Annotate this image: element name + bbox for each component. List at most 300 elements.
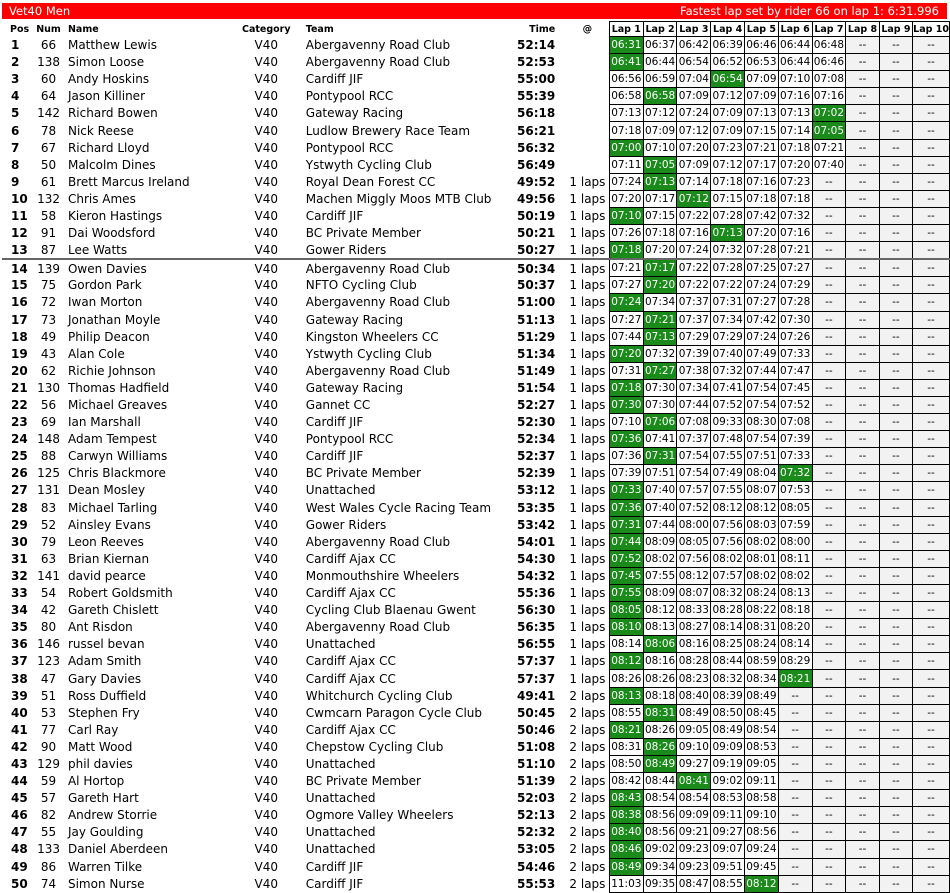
lap-3-time: 07:22	[677, 207, 711, 224]
lap-6-time: --	[778, 824, 812, 841]
lap-2-time: 08:54	[643, 790, 677, 807]
lap-6-time: 07:16	[778, 225, 812, 242]
rider-time: 51:08	[517, 739, 556, 754]
lap-5-time: 07:21	[745, 139, 779, 156]
lap-1-time: 07:24	[609, 294, 643, 311]
rider-position: 12	[11, 226, 28, 241]
rider-position: 48	[11, 842, 28, 857]
result-row	[2, 207, 950, 224]
lap-10-time: --	[913, 482, 950, 499]
lap-2-time: 08:16	[643, 653, 677, 670]
lap-7-time: --	[812, 516, 846, 533]
spacer	[559, 362, 566, 379]
rider-position: 29	[11, 517, 28, 532]
lap-2-time: 08:26	[643, 721, 677, 738]
spacer	[559, 721, 566, 738]
rider-time: 53:35	[517, 500, 556, 515]
lap-2-time: 08:18	[643, 687, 677, 704]
lap-3-time: 09:23	[677, 858, 711, 875]
lap-7-time: 06:48	[812, 37, 846, 54]
rider-team: Abergavenny Road Club	[305, 38, 451, 53]
lap-9-time: --	[879, 396, 912, 413]
spacer	[559, 875, 566, 892]
lap-8-time: --	[846, 448, 879, 465]
result-row	[2, 790, 950, 807]
lap-5-time: 09:11	[745, 773, 779, 790]
lap-2-time: 09:34	[643, 858, 677, 875]
spacer	[559, 414, 566, 431]
lap-8-time: --	[846, 550, 879, 567]
rider-position: 44	[11, 774, 28, 789]
laps-behind: 2 laps	[569, 791, 606, 806]
lap-5-time: 07:09	[745, 88, 779, 105]
lap-4-time: 07:32	[711, 362, 745, 379]
rider-position: 30	[11, 534, 28, 549]
rider-category: V40	[254, 432, 278, 447]
spacer	[559, 858, 566, 875]
lap-1-time: 08:05	[609, 602, 643, 619]
rider-position: 27	[11, 483, 28, 498]
spacer	[559, 294, 566, 311]
lap-7-time: --	[812, 687, 846, 704]
rider-position: 38	[11, 671, 28, 686]
rider-position: 24	[11, 432, 28, 447]
rider-name: phil davies	[67, 756, 133, 771]
rider-position: 40	[11, 705, 28, 720]
rider-category: V40	[254, 174, 278, 189]
rider-number: 47	[40, 671, 57, 686]
lap-1-time: 07:00	[609, 139, 643, 156]
lap-4-time: 07:15	[711, 190, 745, 207]
lap-4-time: 09:19	[711, 755, 745, 772]
rider-position: 14	[11, 261, 28, 276]
spacer	[559, 105, 566, 122]
rider-number: 69	[40, 415, 57, 430]
lap-8-time: --	[846, 585, 879, 602]
lap-6-time: 07:33	[778, 448, 812, 465]
rider-time: 54:32	[517, 568, 556, 583]
lap-8-time: --	[846, 533, 879, 550]
lap-7-time: 07:08	[812, 71, 846, 88]
lap-6-time: 07:13	[778, 105, 812, 122]
lap-1-time: 07:31	[609, 516, 643, 533]
spacer	[559, 190, 566, 207]
header-team: Team	[305, 23, 334, 35]
spacer	[559, 653, 566, 670]
header-lap-2: Lap 2	[643, 22, 677, 37]
lap-2-time: 07:44	[643, 516, 677, 533]
rider-name: Ainsley Evans	[67, 517, 151, 532]
rider-number: 88	[40, 449, 57, 464]
rider-name: Simon Loose	[67, 55, 145, 70]
lap-1-time: 08:13	[609, 687, 643, 704]
lap-4-time: 07:56	[711, 516, 745, 533]
lap-6-time: 07:26	[778, 328, 812, 345]
rider-time: 49:56	[517, 191, 556, 206]
lap-4-time: 08:32	[711, 585, 745, 602]
laps-behind: 1 laps	[569, 500, 606, 515]
lap-6-time: 08:02	[778, 567, 812, 584]
rider-number: 43	[40, 346, 57, 361]
lap-3-time: 08:49	[677, 704, 711, 721]
rider-position: 32	[11, 568, 28, 583]
lap-4-time: 07:49	[711, 465, 745, 482]
lap-8-time: --	[846, 738, 879, 755]
rider-category: V40	[254, 38, 278, 53]
rider-number: 50	[40, 157, 57, 172]
lap-3-time: 08:27	[677, 619, 711, 636]
lap-3-time: 09:05	[677, 721, 711, 738]
rider-name: Ant Risdon	[67, 620, 133, 635]
lap-10-time: --	[913, 755, 950, 772]
lap-6-time: --	[778, 858, 812, 875]
laps-behind: 1 laps	[569, 620, 606, 635]
lap-8-time: --	[846, 242, 879, 260]
lap-4-time: 07:23	[711, 139, 745, 156]
rider-time: 55:36	[517, 586, 556, 601]
rider-category: V40	[254, 688, 278, 703]
rider-position: 8	[11, 157, 20, 172]
lap-1-time: 07:36	[609, 448, 643, 465]
result-row	[2, 259, 950, 277]
rider-category: V40	[254, 705, 278, 720]
rider-category: V40	[254, 825, 278, 840]
lap-9-time: --	[879, 585, 912, 602]
lap-3-time: 08:16	[677, 636, 711, 653]
rider-name: Iwan Morton	[67, 295, 143, 310]
rider-time: 51:34	[517, 346, 556, 361]
rider-category: V40	[254, 671, 278, 686]
lap-3-time: 09:09	[677, 807, 711, 824]
lap-3-time: 08:28	[677, 653, 711, 670]
rider-position: 4	[11, 89, 20, 104]
rider-number: 79	[40, 534, 57, 549]
lap-5-time: 08:31	[745, 619, 779, 636]
result-row	[2, 88, 950, 105]
lap-10-time: --	[913, 858, 950, 875]
rider-category: V40	[254, 586, 278, 601]
lap-7-time: --	[812, 875, 846, 892]
laps-behind: 2 laps	[569, 876, 606, 891]
lap-6-time: 07:52	[778, 396, 812, 413]
rider-category: V40	[254, 157, 278, 172]
lap-4-time: 07:31	[711, 294, 745, 311]
laps-behind: 1 laps	[569, 329, 606, 344]
lap-4-time: 07:13	[711, 225, 745, 242]
lap-1-time: 07:20	[609, 190, 643, 207]
rider-team: Cardiff Ajax CC	[305, 722, 396, 737]
rider-category: V40	[254, 637, 278, 652]
rider-category: V40	[254, 191, 278, 206]
rider-time: 50:34	[517, 261, 556, 276]
lap-3-time: 09:21	[677, 824, 711, 841]
lap-6-time: 08:00	[778, 533, 812, 550]
laps-behind: 2 laps	[569, 688, 606, 703]
rider-name: Matthew Lewis	[67, 38, 157, 53]
lap-3-time: 07:39	[677, 345, 711, 362]
lap-8-time: --	[846, 259, 879, 277]
lap-5-time: 07:42	[745, 311, 779, 328]
lap-8-time: --	[846, 567, 879, 584]
rider-time: 54:01	[517, 534, 556, 549]
rider-time: 52:37	[517, 449, 556, 464]
rider-time: 53:05	[517, 842, 556, 857]
lap-6-time: 07:18	[778, 190, 812, 207]
result-row	[2, 190, 950, 207]
laps-behind: 1 laps	[569, 637, 606, 652]
lap-8-time: --	[846, 465, 879, 482]
lap-6-time: --	[778, 790, 812, 807]
lap-10-time: --	[913, 738, 950, 755]
rider-category: V40	[254, 842, 278, 857]
lap-9-time: --	[879, 88, 912, 105]
lap-1-time: 06:31	[609, 37, 643, 54]
lap-7-time: --	[812, 602, 846, 619]
lap-5-time: 07:27	[745, 294, 779, 311]
lap-3-time: 07:04	[677, 71, 711, 88]
lap-9-time: --	[879, 790, 912, 807]
lap-1-time: 08:40	[609, 824, 643, 841]
rider-name: Daniel Aberdeen	[67, 842, 168, 857]
rider-name: Gordon Park	[67, 278, 142, 293]
rider-team: Abergavenny Road Club	[305, 534, 451, 549]
result-row	[2, 533, 950, 550]
rider-category: V40	[254, 791, 278, 806]
result-row	[2, 550, 950, 567]
spacer	[559, 550, 566, 567]
lap-2-time: 07:41	[643, 431, 677, 448]
lap-8-time: --	[846, 704, 879, 721]
lap-1-time: 07:44	[609, 533, 643, 550]
lap-5-time: 06:53	[745, 54, 779, 71]
rider-time: 56:21	[517, 123, 556, 138]
spacer	[559, 71, 566, 88]
lap-5-time: 07:24	[745, 328, 779, 345]
rider-team: Ludlow Brewery Race Team	[305, 123, 471, 138]
rider-category: V40	[254, 876, 278, 891]
spacer	[559, 636, 566, 653]
rider-number: 83	[40, 500, 57, 515]
result-row	[2, 156, 950, 173]
result-row	[2, 773, 950, 790]
lap-5-time: 07:42	[745, 207, 779, 224]
rider-category: V40	[254, 208, 278, 223]
lap-9-time: --	[879, 875, 912, 892]
lap-9-time: --	[879, 807, 912, 824]
rider-number: 142	[37, 106, 60, 121]
rider-number: 139	[37, 261, 60, 276]
rider-name: Jason Killiner	[67, 89, 146, 104]
lap-1-time: 07:31	[609, 362, 643, 379]
rider-team: Gateway Racing	[305, 312, 404, 327]
spacer	[559, 156, 566, 173]
result-row	[2, 807, 950, 824]
lap-8-time: --	[846, 790, 879, 807]
laps-behind: 2 laps	[569, 859, 606, 874]
rider-name: Brett Marcus Ireland	[67, 174, 190, 189]
spacer	[559, 448, 566, 465]
lap-9-time: --	[879, 105, 912, 122]
lap-8-time: --	[846, 122, 879, 139]
rider-category: V40	[254, 380, 278, 395]
rider-category: V40	[254, 466, 278, 481]
lap-9-time: --	[879, 139, 912, 156]
result-row	[2, 54, 950, 71]
lap-3-time: 08:23	[677, 670, 711, 687]
lap-9-time: --	[879, 721, 912, 738]
rider-name: Richard Lloyd	[67, 140, 150, 155]
lap-10-time: --	[913, 362, 950, 379]
lap-9-time: --	[879, 156, 912, 173]
lap-1-time: 07:39	[609, 465, 643, 482]
lap-2-time: 07:51	[643, 465, 677, 482]
result-row	[2, 875, 950, 892]
rider-name: Adam Smith	[67, 654, 142, 669]
rider-number: 49	[40, 329, 57, 344]
laps-behind: 2 laps	[569, 808, 606, 823]
lap-8-time: --	[846, 653, 879, 670]
lap-1-time: 07:44	[609, 328, 643, 345]
lap-10-time: --	[913, 139, 950, 156]
lap-7-time: --	[812, 619, 846, 636]
rider-position: 22	[11, 398, 28, 413]
lap-1-time: 08:10	[609, 619, 643, 636]
lap-9-time: --	[879, 225, 912, 242]
lap-8-time: --	[846, 414, 879, 431]
lap-8-time: --	[846, 824, 879, 841]
rider-category: V40	[254, 106, 278, 121]
lap-6-time: 06:44	[778, 54, 812, 71]
lap-10-time: --	[913, 516, 950, 533]
laps-behind	[566, 37, 610, 54]
lap-7-time: --	[812, 328, 846, 345]
lap-3-time: 08:41	[677, 773, 711, 790]
lap-8-time: --	[846, 190, 879, 207]
lap-10-time: --	[913, 875, 950, 892]
rider-time: 51:29	[517, 329, 556, 344]
rider-category: V40	[254, 517, 278, 532]
rider-team: Cardiff Ajax CC	[305, 654, 396, 669]
header-pos: Pos	[10, 23, 30, 35]
spacer	[559, 499, 566, 516]
lap-10-time: --	[913, 704, 950, 721]
laps-behind: 1 laps	[569, 654, 606, 669]
laps-behind	[566, 105, 610, 122]
lap-5-time: 09:05	[745, 755, 779, 772]
lap-1-time: 08:26	[609, 670, 643, 687]
lap-7-time: --	[812, 242, 846, 260]
lap-7-time: 07:16	[812, 88, 846, 105]
lap-2-time: 07:55	[643, 567, 677, 584]
spacer	[559, 328, 566, 345]
lap-3-time: 07:54	[677, 465, 711, 482]
laps-behind: 2 laps	[569, 774, 606, 789]
spacer	[559, 567, 566, 584]
lap-8-time: --	[846, 207, 879, 224]
lap-5-time: 08:03	[745, 516, 779, 533]
rider-time: 55:39	[517, 89, 556, 104]
lap-2-time: 08:02	[643, 550, 677, 567]
lap-9-time: --	[879, 362, 912, 379]
lap-2-time: 08:44	[643, 773, 677, 790]
lap-9-time: --	[879, 738, 912, 755]
lap-7-time: --	[812, 448, 846, 465]
rider-position: 26	[11, 466, 28, 481]
lap-3-time: 07:37	[677, 311, 711, 328]
lap-2-time: 08:26	[643, 738, 677, 755]
lap-9-time: --	[879, 414, 912, 431]
lap-4-time: 07:32	[711, 242, 745, 260]
lap-2-time: 07:20	[643, 277, 677, 294]
rider-team: Cardiff JIF	[305, 72, 364, 87]
result-row	[2, 636, 950, 653]
rider-category: V40	[254, 278, 278, 293]
lap-4-time: 08:14	[711, 619, 745, 636]
rider-name: Carl Ray	[67, 722, 119, 737]
rider-team: Cardiff Ajax CC	[305, 671, 396, 686]
spacer	[559, 207, 566, 224]
rider-time: 54:30	[517, 551, 556, 566]
lap-9-time: --	[879, 345, 912, 362]
lap-8-time: --	[846, 156, 879, 173]
header-lap-10: Lap 10	[913, 23, 949, 35]
lap-8-time: --	[846, 379, 879, 396]
lap-8-time: --	[846, 687, 879, 704]
rider-team: Royal Dean Forest CC	[305, 174, 436, 189]
lap-3-time: 08:54	[677, 790, 711, 807]
rider-position: 15	[11, 278, 28, 293]
lap-10-time: --	[913, 156, 950, 173]
lap-2-time: 07:30	[643, 379, 677, 396]
lap-8-time: --	[846, 328, 879, 345]
rider-time: 50:21	[517, 226, 556, 241]
rider-team: Abergavenny Road Club	[305, 620, 451, 635]
header-at: @	[582, 23, 593, 35]
rider-name: Dean Mosley	[67, 483, 146, 498]
lap-3-time: 07:56	[677, 550, 711, 567]
lap-4-time: 09:51	[711, 858, 745, 875]
lap-1-time: 07:36	[609, 431, 643, 448]
lap-4-time: 07:34	[711, 311, 745, 328]
rider-number: 123	[37, 654, 60, 669]
lap-6-time: 07:10	[778, 71, 812, 88]
lap-5-time: 08:56	[745, 824, 779, 841]
lap-5-time: 07:28	[745, 242, 779, 260]
lap-10-time: --	[913, 311, 950, 328]
lap-10-time: --	[913, 173, 950, 190]
lap-10-time: --	[913, 841, 950, 858]
lap-5-time: 07:17	[745, 156, 779, 173]
laps-behind: 1 laps	[569, 312, 606, 327]
laps-behind: 1 laps	[569, 398, 606, 413]
lap-8-time: --	[846, 499, 879, 516]
spacer	[559, 533, 566, 550]
lap-9-time: --	[879, 277, 912, 294]
rider-category: V40	[254, 551, 278, 566]
lap-5-time: 07:20	[745, 225, 779, 242]
lap-10-time: --	[913, 465, 950, 482]
lap-9-time: --	[879, 670, 912, 687]
result-row	[2, 516, 950, 533]
rider-time: 53:42	[517, 517, 556, 532]
results-banner	[2, 3, 947, 19]
lap-4-time: 08:25	[711, 636, 745, 653]
lap-3-time: 07:34	[677, 379, 711, 396]
lap-8-time: --	[846, 670, 879, 687]
rider-name: Nick Reese	[67, 123, 134, 138]
lap-7-time: --	[812, 704, 846, 721]
lap-8-time: --	[846, 71, 879, 88]
